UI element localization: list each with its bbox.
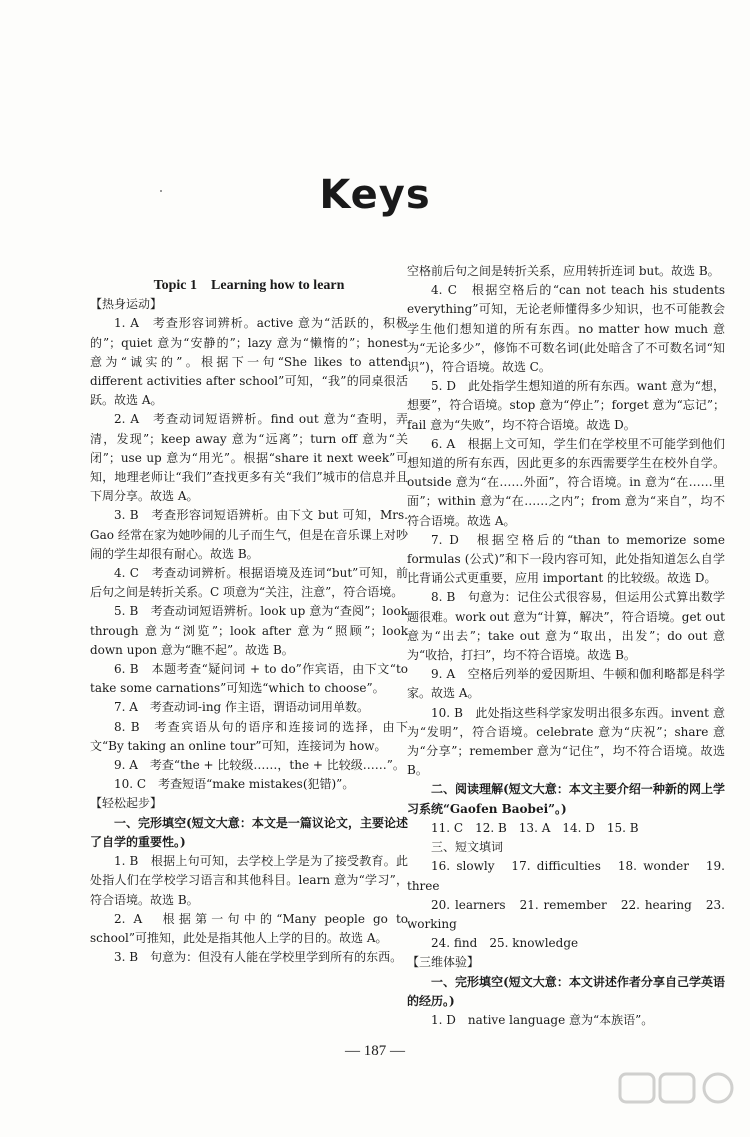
answer-row: 16. slowly 17. difficulties 18. wonder 19. three [407, 859, 725, 893]
answer-item: 9. A 考查“the + 比较级……，the + 比较级……”。 [114, 758, 405, 773]
section-heading: 三、短文填词 [431, 840, 504, 855]
answer-item: 1. A 考查形容词辨析。active 意为“活跃的，积极的”；quiet 意为“安静的”；lazy 意为“懒惰的”；honest 意为“诚实的”。根据下一句“She likes to attend different activities after school”可知，“我”的同桌很活跃。故选 A。 [90, 316, 408, 408]
left-column [90, 276, 408, 967]
passage-summary: 二、阅读理解(短文大意：本文主要介绍一种新的网上学习系统“Gaofen Baobei”。) [407, 782, 725, 816]
answer-item: 1. B 根据上句可知，去学校上学是为了接受教育。此处指人们在学校学习语言和其他科目。learn 意为“学习”，符合语境。故选 B。 [90, 854, 408, 907]
answer-item: 6. B 本题考查“疑问词 + to do”作宾语，由下文“to take some carnations”可知选“which to choose”。 [90, 662, 408, 696]
passage-summary: 一、完形填空(短文大意：本文讲述作者分享自己学英语的经历。) [407, 974, 725, 1008]
answer-item: 5. D 此处指学生想知道的所有东西。want 意为“想，想要”，符合语境。stop 意为“停止”；forget 意为“忘记”；fail 意为“失败”，均不符合语境。故选 D。 [407, 379, 725, 432]
passage-summary: 一、完形填空(短文大意：本文是一篇议论文，主要论述了自学的重要性。) [90, 815, 408, 849]
answer-item: 2. A 考查动词短语辨析。find out 意为“查明，弄清，发现”；keep away 意为“远离”；turn off 意为“关闭”；use up 意为“用光”。根据“share it next week”可知，地理老师让“我们”查找更多有关“我们”城市的信息并且下周分享。故选 A。 [90, 412, 408, 504]
answer-row: 24. find 25. knowledge [431, 936, 579, 951]
answer-row: 11. C 12. B 13. A 14. D 15. B [431, 820, 639, 835]
answer-item: 7. A 考查动词-ing 作主语，谓语动词用单数。 [114, 700, 370, 715]
section-heading: 【轻松起步】 [90, 796, 163, 811]
answer-continuation: 空格前后句之间是转折关系，应用转折连词 but。故选 B。 [407, 264, 720, 278]
answer-item: 10. C 考查短语“make mistakes(犯错)”。 [114, 777, 355, 792]
answer-item: 2. A 根据第一句中的“Many people go to school”可推知，此处是指其他人上学的目的。故选 A。 [90, 911, 408, 945]
answer-item: 4. C 考查动词辨析。根据语境及连词“but”可知，前后句之间是转折关系。C 项意为“关注，注意”，符合语境。 [90, 566, 408, 600]
topic-heading: Topic 1 Learning how to learn [153, 278, 345, 293]
answer-item: 10. B 此处指这些科学家发明出很多东西。invent 意为“发明”，符合语境。celebrate 意为“庆祝”；share 意为“分享”；remember 意为“记住”，均不符合语境。故选 B。 [407, 705, 725, 778]
watermark-logo [606, 1070, 750, 1134]
page-number: — 187 — [345, 1043, 405, 1059]
answer-item: 6. A 根据上文可知，学生们在学校里不可能学到他们想知道的所有东西，因此更多的东西需要学生在校外自学。outside 意为“在……外面”，符合语境。in 意为“在……里面”；within 意为“在……之内”；from 意为“来自”，均不符合语境。故选 A。 [407, 436, 725, 528]
answer-item: 4. C 根据空格后的“can not teach his students everything”可知，无论老师懂得多少知识，也不可能教会学生他们想知道的所有东西。no matter how much 意为“无论多少”，修饰不可数名词(此处暗含了不可数名词“知识”)，符合语境。故选 C。 [407, 283, 725, 375]
answer-item: 9. A 空格后列举的爱因斯坦、牛顿和伽利略都是科学家。故选 A。 [407, 667, 725, 701]
answer-item: 5. B 考查动词短语辨析。look up 意为“查阅”；look through 意为“浏览”；look after 意为“照顾”；look down upon 意为“瞧不起”。故选 B。 [90, 604, 408, 657]
answer-item: 3. B 句意为：但没有人能在学校里学到所有的东西。 [114, 950, 403, 965]
answer-row: 20. learners 21. remember 22. hearing 23. working [407, 897, 725, 931]
answer-item: 1. D native language 意为“本族语”。 [431, 1012, 654, 1027]
answer-item: 7. D 根据空格后的“than to memorize some formulas (公式)”和下一段内容可知，此处指知道怎么自学比背诵公式更重要，应用 important 的比较级。故选 D。 [407, 532, 725, 586]
answer-item: 3. B 考查形容词短语辨析。由下文 but 可知，Mrs. Gao 经常在家为她吵闹的儿子而生气，但是在音乐课上对吵闹的学生却很有耐心。故选 B。 [90, 508, 408, 561]
section-heading: 【热身运动】 [90, 297, 163, 312]
answer-item: 8. B 句意为：记住公式很容易，但运用公式算出数学题很难。work out 意为“计算，解决”，符合语境。get out 意为“出去”；take out 意为“取出，出发”；do out 意为“收拾，打扫”，均不符合语境。故选 B。 [407, 590, 725, 663]
section-heading: 【三维体验】 [407, 955, 480, 970]
right-column [407, 262, 725, 1030]
page-title: Keys [319, 172, 431, 218]
answer-item: 8. B 考查宾语从句的语序和连接词的选择，由下文“By taking an online tour”可知，连接词为 how。 [90, 719, 408, 753]
